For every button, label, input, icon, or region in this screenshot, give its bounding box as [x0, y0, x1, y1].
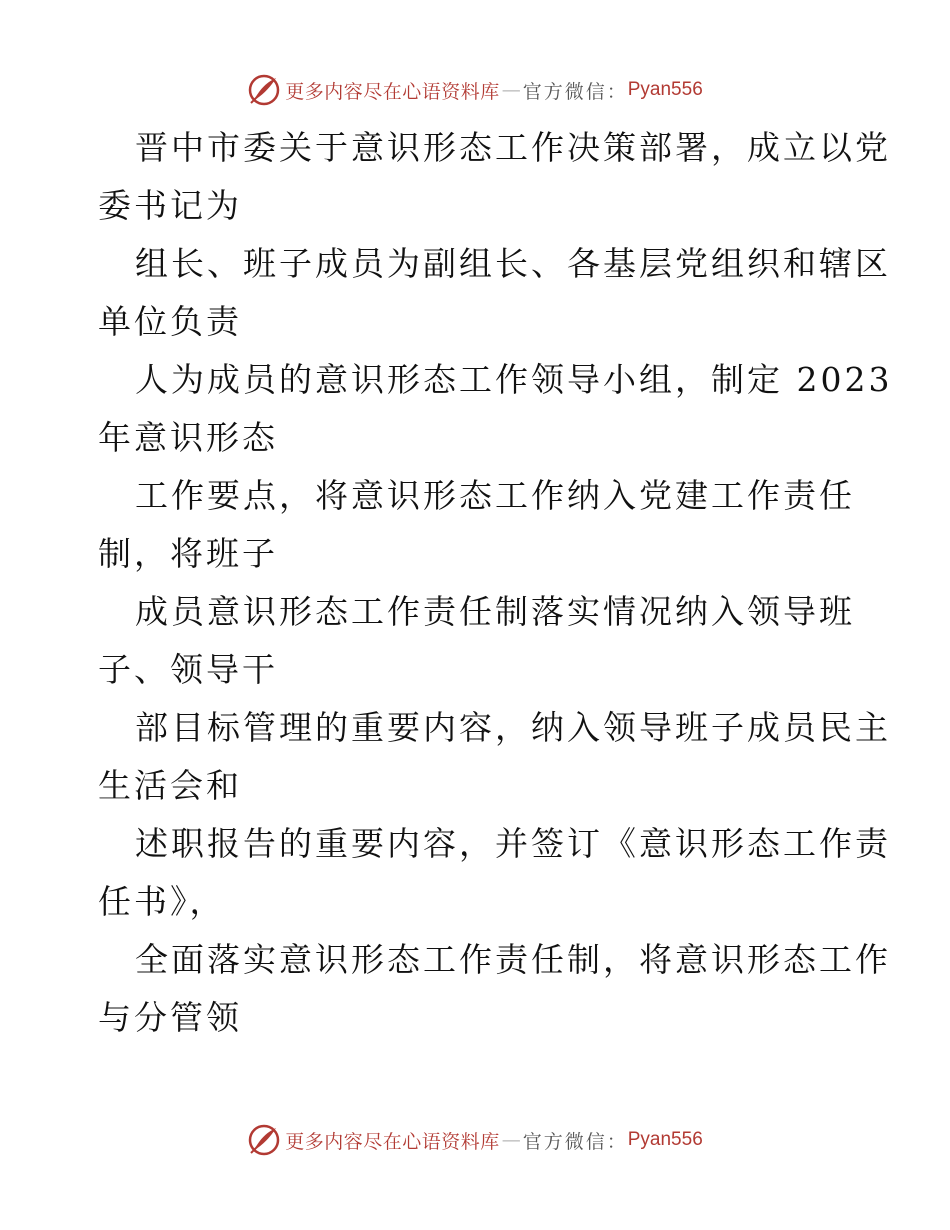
- body-line: 任书》，: [98, 882, 226, 921]
- body-line: 工作要点，将意识形态工作纳入党建工作责任: [135, 476, 855, 515]
- header-separator: —: [501, 79, 521, 101]
- document-body: [98, 119, 893, 1047]
- quill-pen-logo-icon: [247, 1123, 281, 1157]
- body-line: 制，将班子: [98, 534, 278, 573]
- body-line: 单位负责: [98, 302, 242, 341]
- footer-banner: [0, 1120, 950, 1160]
- header-banner: [0, 70, 950, 110]
- header-wechat-label: 官方微信：: [522, 80, 628, 103]
- body-line: 组长、班子成员为副组长、各基层党组织和辖区: [135, 244, 891, 283]
- footer-wechat-id: Pyan556: [627, 1129, 703, 1150]
- header-wechat-id: Pyan556: [627, 79, 703, 100]
- body-line: 与分管领: [98, 998, 242, 1037]
- body-line: 委书记为: [98, 186, 242, 225]
- quill-pen-logo-icon: [247, 73, 281, 107]
- body-line: 述职报告的重要内容，并签订《意识形态工作责: [135, 824, 891, 863]
- body-line: 晋中市委关于意识形态工作决策部署，成立以党: [135, 128, 891, 167]
- body-line: 子、领导干: [98, 650, 278, 689]
- body-line: 人为成员的意识形态工作领导小组，制定 2023: [135, 360, 893, 399]
- body-line: 生活会和: [98, 766, 242, 805]
- footer-wechat-label: 官方微信：: [522, 1130, 628, 1153]
- body-line: 年意识形态: [98, 418, 278, 457]
- footer-separator: —: [501, 1129, 521, 1151]
- header-site-text: 更多内容尽在心语资料库: [285, 80, 500, 103]
- body-line: 全面落实意识形态工作责任制，将意识形态工作: [135, 940, 891, 979]
- body-line: 部目标管理的重要内容，纳入领导班子成员民主: [135, 708, 891, 747]
- footer-site-text: 更多内容尽在心语资料库: [285, 1130, 500, 1153]
- body-line: 成员意识形态工作责任制落实情况纳入领导班: [135, 592, 855, 631]
